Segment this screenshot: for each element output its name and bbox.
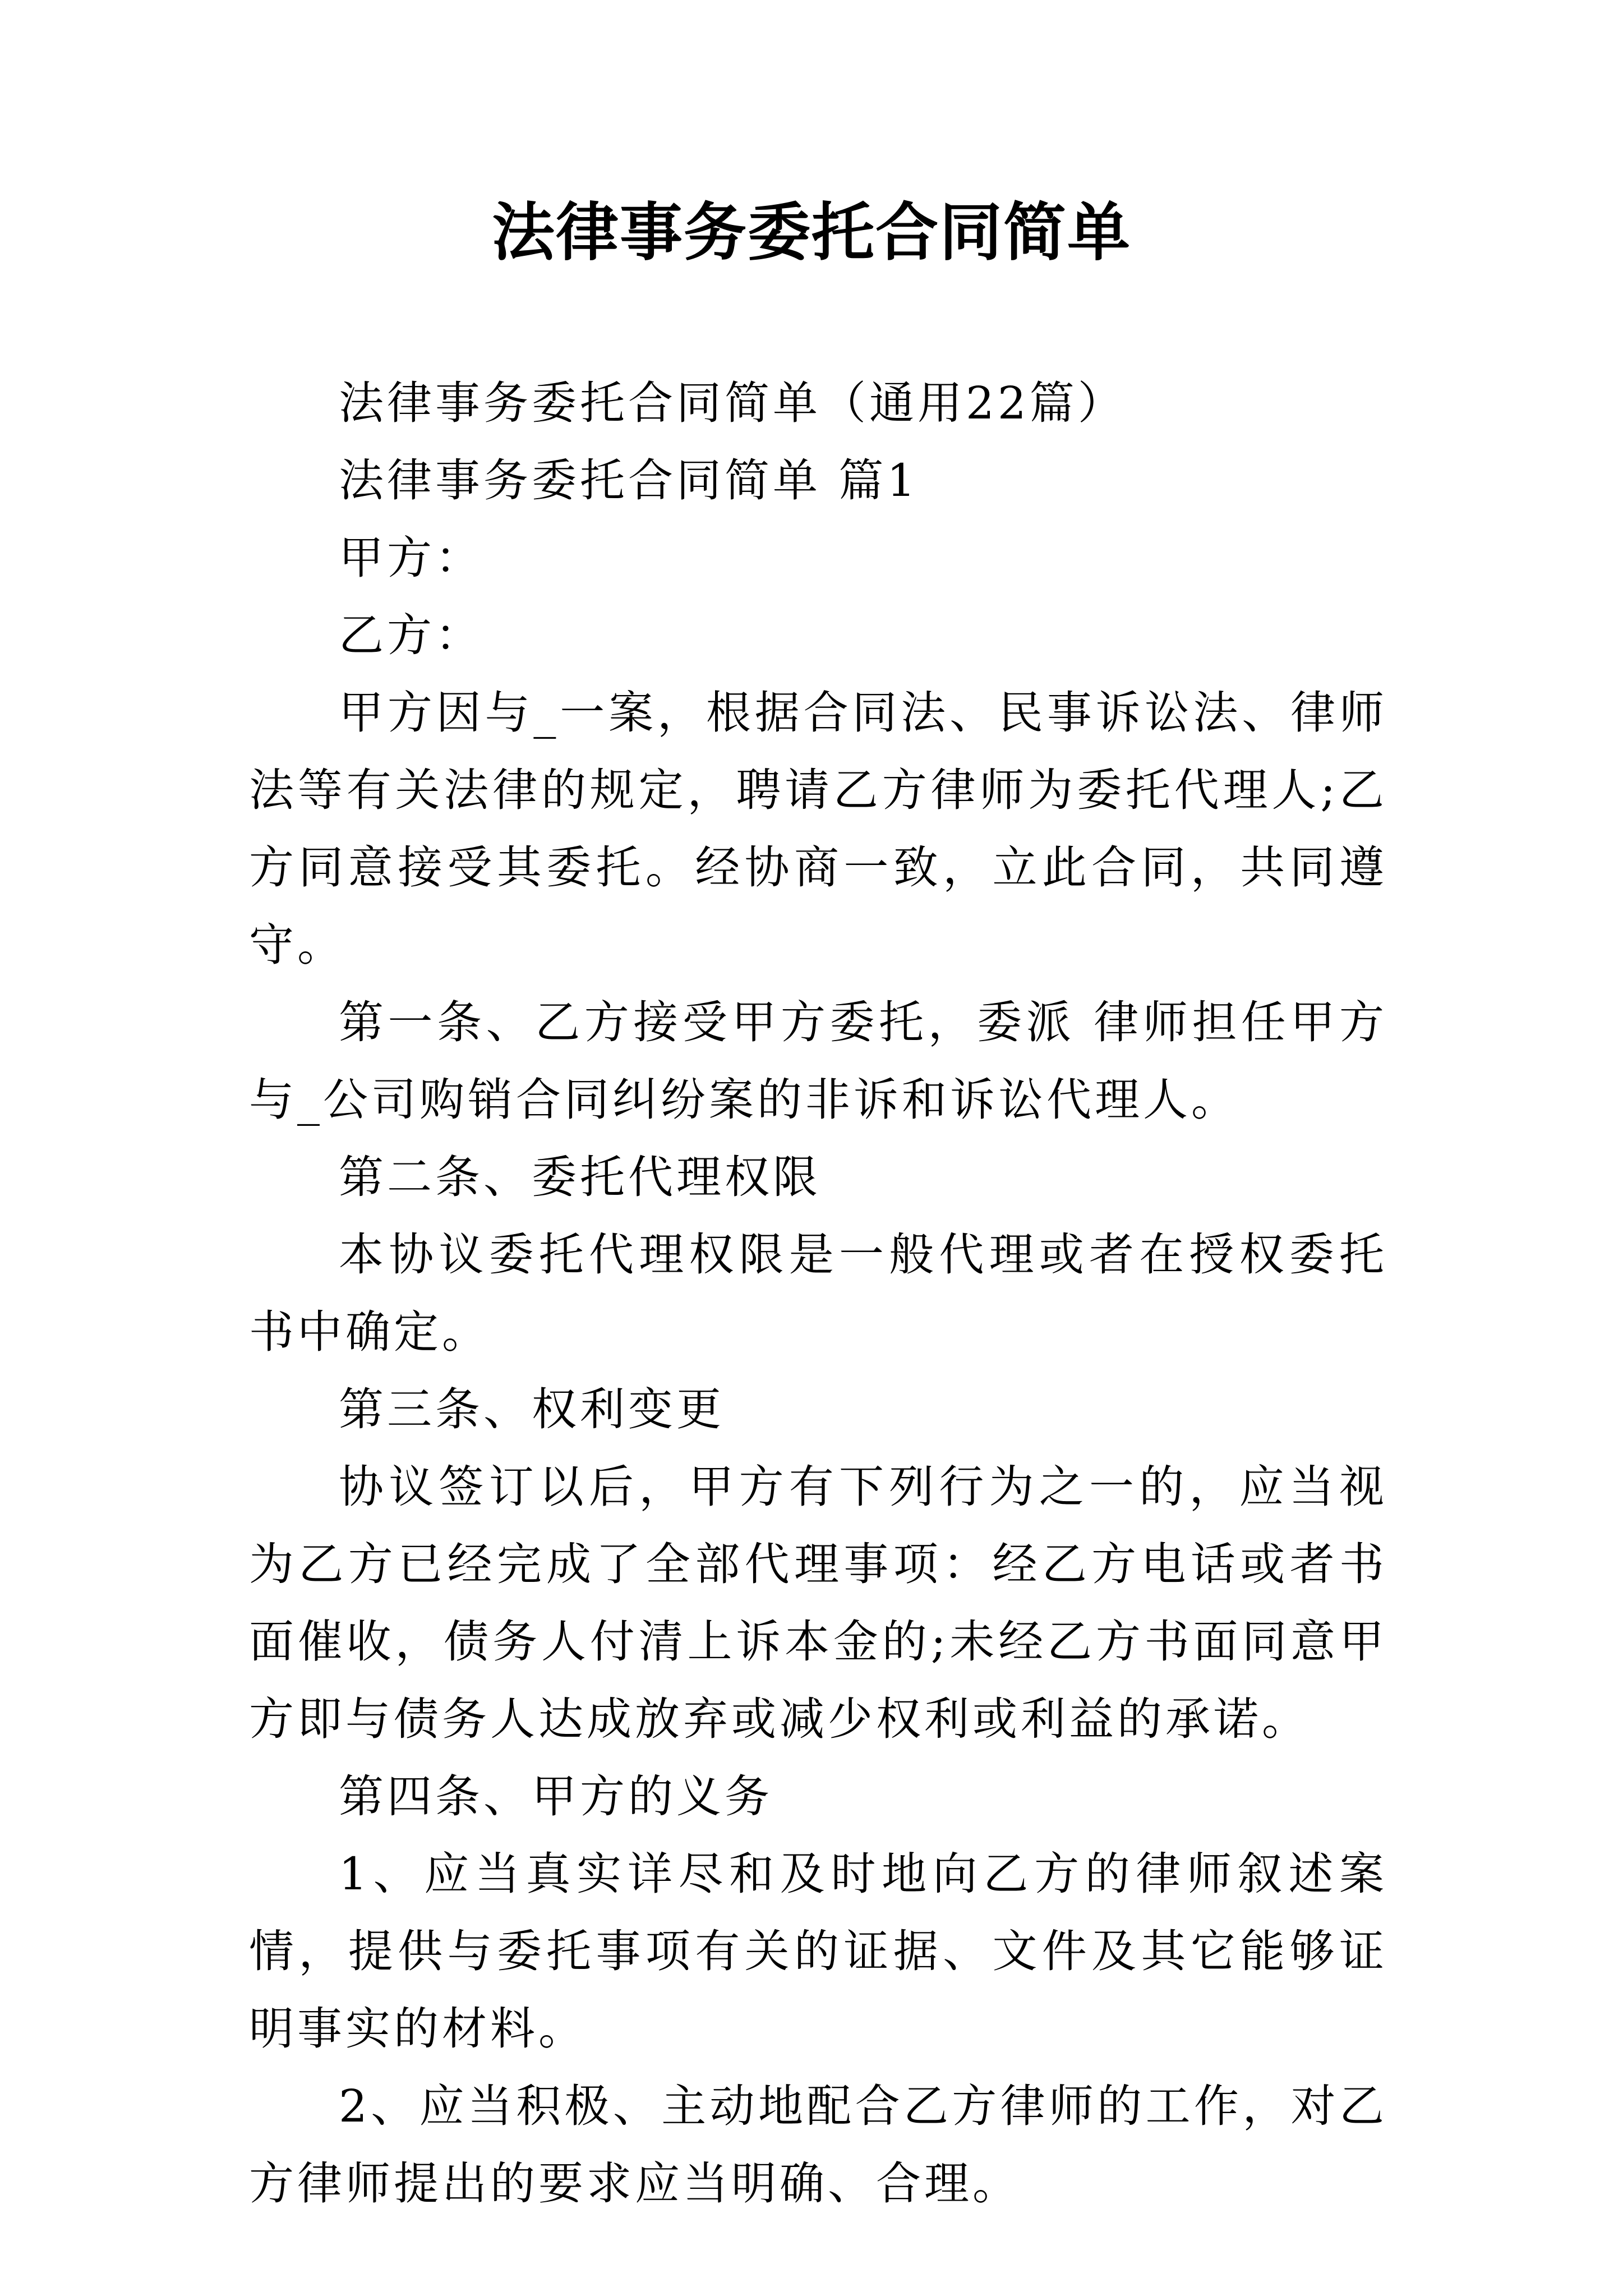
paragraph-article-1: 第一条、乙方接受甲方委托，委派 律师担任甲方与_公司购销合同纠纷案的非诉和诉讼代理人。: [249, 996, 1387, 1126]
paragraph-article-4-item-1: 1、应当真实详尽和及时地向乙方的律师叙述案情，提供与委托事项有关的证据、文件及其它能够证明事实的材料。: [249, 1848, 1387, 2055]
paragraph-party-b: 乙方：: [339, 609, 483, 661]
paragraph-preamble: 甲方因与_一案，根据合同法、民事诉讼法、律师法等有关法律的规定，聘请乙方律师为委托代理人;乙方同意接受其委托。经协商一致，立此合同，共同遵守。: [249, 687, 1387, 971]
document-body: [249, 365, 1387, 2223]
paragraph-article-2-body: 本协议委托代理权限是一般代理或者在授权委托书中确定。: [249, 1228, 1387, 1358]
paragraph-article-3-body: 协议签订以后，甲方有下列行为之一的，应当视为乙方已经完成了全部代理事项：经乙方电话或者书面催收，债务人付清上诉本金的;未经乙方书面同意甲方即与债务人达成放弃或减少权利或利益的承诺。: [249, 1461, 1387, 1745]
paragraph-article-4-heading: 第四条、甲方的义务: [339, 1770, 773, 1823]
paragraph-party-a: 甲方：: [339, 532, 483, 584]
paragraph-article-4-item-2: 2、应当积极、主动地配合乙方律师的工作，对乙方律师提出的要求应当明确、合理。: [249, 2080, 1387, 2210]
paragraph-subtitle: 法律事务委托合同简单（通用22篇）: [339, 377, 1126, 429]
paragraph-article-3-heading: 第三条、权利变更: [339, 1383, 725, 1435]
paragraph-article-2-heading: 第二条、委托代理权限: [339, 1151, 821, 1203]
paragraph-section-heading: 法律事务委托合同简单 篇1: [339, 454, 919, 507]
document-title: 法律事务委托合同简单: [492, 196, 1131, 269]
